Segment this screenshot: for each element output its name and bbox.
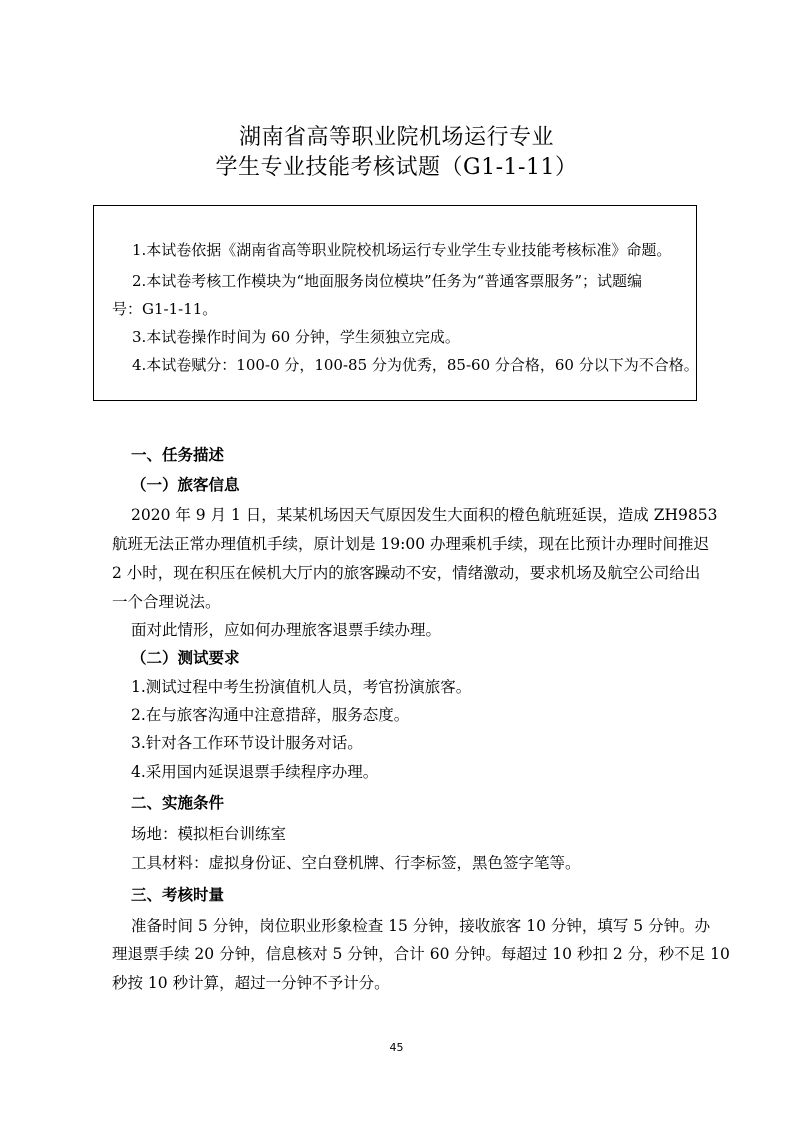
- paragraph-line: 面对此情形，应如何办理旅客退票手续办理。: [131, 621, 442, 639]
- paragraph-line: 航班无法正常办理值机手续，原计划是 19:00 办理乘机手续，现在比预计办理时间推迟: [112, 535, 710, 553]
- section-heading-task: 一、任务描述: [131, 446, 225, 464]
- tools-line: 工具材料：虚拟身份证、空白登机牌、行李标签，黑色签字笔等。: [131, 854, 581, 872]
- notice-box: [93, 205, 697, 401]
- subheading-passenger-info: （一）旅客信息: [131, 476, 240, 494]
- paragraph-line: 秒按 10 秒计算，超过一分钟不予计分。: [112, 974, 390, 992]
- requirement-item-2: 2.在与旅客沟通中注意措辞，服务态度。: [131, 706, 410, 724]
- requirement-item-3: 3.针对各工作环节设计服务对话。: [131, 734, 363, 752]
- paragraph-line: 2020 年 9 月 1 日，某某机场因天气原因发生大面积的橙色航班延误，造成 ZH9853: [131, 506, 718, 524]
- notice-item-2-cont: 号：G1-1-11。: [112, 300, 218, 318]
- notice-item-2: 2.本试卷考核工作模块为“地面服务岗位模块”任务为“普通客票服务”；试题编: [132, 272, 642, 290]
- venue-line: 场地：模拟柜台训练室: [131, 825, 287, 843]
- subheading-test-requirements: （二）测试要求: [131, 649, 240, 667]
- paragraph-line: 准备时间 5 分钟，岗位职业形象检查 15 分钟，接收旅客 10 分钟，填写 5 分钟。办: [131, 917, 711, 935]
- notice-item-3: 3.本试卷操作时间为 60 分钟，学生须独立完成。: [132, 328, 460, 346]
- section-heading-conditions: 二、实施条件: [131, 794, 225, 812]
- paragraph-line: 2 小时，现在积压在候机大厅内的旅客躁动不安，情绪激动，要求机场及航空公司给出: [112, 564, 701, 582]
- page-number: 45: [389, 1041, 404, 1054]
- paragraph-line: 理退票手续 20 分钟，信息核对 5 分钟，合计 60 分钟。每超过 10 秒扣 2 分，秒不足 10: [112, 945, 730, 963]
- document-title-line2: 学生专业技能考核试题（G1-1-11）: [215, 155, 578, 180]
- requirement-item-1: 1.测试过程中考生扮演值机人员，考官扮演旅客。: [131, 678, 472, 696]
- notice-item-1: 1.本试卷依据《湖南省高等职业院校机场运行专业学生专业技能考核标准》命题。: [132, 241, 672, 259]
- notice-item-4: 4.本试卷赋分：100-0 分，100-85 分为优秀，85-60 分合格，60 分以下为不合格。: [132, 356, 699, 374]
- paragraph-line: 一个合理说法。: [112, 593, 221, 611]
- requirement-item-4: 4.采用国内延误退票手续程序办理。: [131, 763, 379, 781]
- section-heading-time: 三、考核时量: [131, 886, 225, 904]
- document-title-line1: 湖南省高等职业院机场运行专业: [238, 125, 554, 150]
